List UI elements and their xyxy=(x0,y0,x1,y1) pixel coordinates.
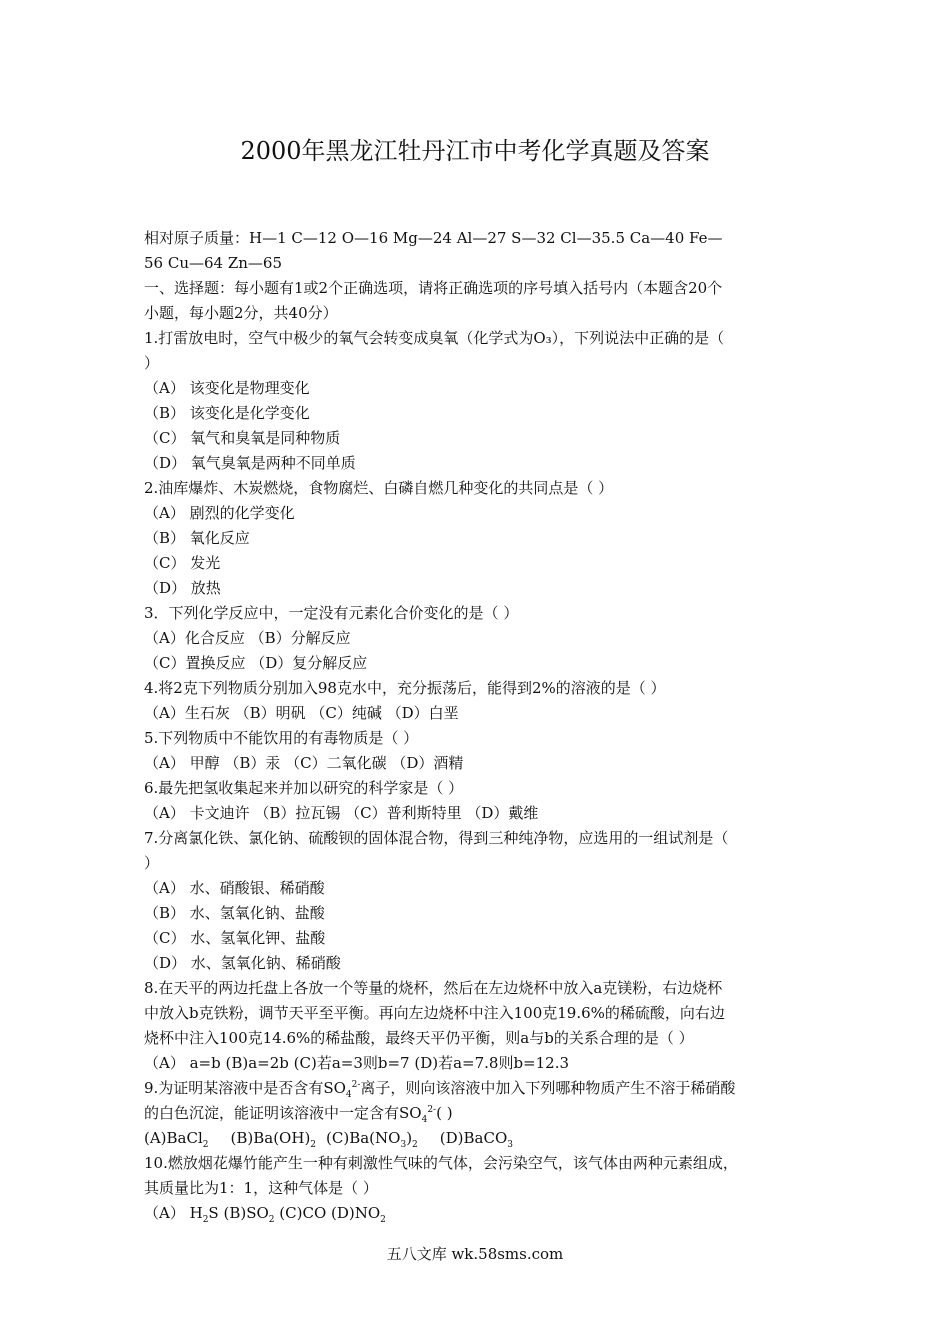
q4-stem: 4.将2克下列物质分别加入98克水中，充分振荡后，能得到2%的溶液的是（ ） xyxy=(144,679,666,697)
q1-option-a: （A） 该变化是物理变化 xyxy=(144,379,310,397)
q8-stem-3: 烧杯中注入100克14.6%的稀盐酸，最终天平仍平衡，则a与b的关系合理的是（ ） xyxy=(144,1029,694,1047)
q9-option-b: (B)Ba(OH) xyxy=(230,1129,311,1147)
q9-option-a-sub: 2 xyxy=(202,1140,209,1150)
q9-so4-subscript-2: 4 xyxy=(421,1115,428,1125)
q9-option-c-sub-2: 2 xyxy=(412,1140,418,1150)
q9-option-b-sub: 2 xyxy=(310,1140,317,1150)
q10-stem-1: 10.燃放烟花爆竹能产生一种有刺激性气味的气体，会污染空气，该气体由两种元素组成， xyxy=(144,1154,738,1172)
q8-stem-2: 中放入b克铁粉，调节天平至平衡。再向左边烧杯中注入100克19.6%的稀硫酸，向右边 xyxy=(144,1004,725,1022)
q8-options: （A） a=b (B)a=2b (C)若a=3则b=7 (D)若a=7.8则b=12.3 xyxy=(144,1054,570,1072)
q5-stem: 5.下列物质中不能饮用的有毒物质是（ ） xyxy=(144,729,419,747)
q1-option-b: （B） 该变化是化学变化 xyxy=(144,404,310,422)
atomic-mass-line-1: 相对原子质量：H—1 C—12 O—16 Mg—24 Al—27 S—32 Cl—35.5 Ca—40 Fe— xyxy=(144,229,723,247)
q2-stem: 2.油库爆炸、木炭燃烧，食物腐烂、白磷自燃几种变化的共同点是（ ） xyxy=(144,479,614,497)
atomic-mass-line-2: 56 Cu—64 Zn—65 xyxy=(144,254,283,272)
q2-option-d: （D） 放热 xyxy=(144,579,221,597)
exam-body xyxy=(144,226,810,1226)
q6-options: （A） 卡文迪许 （B）拉瓦锡 （C）普利斯特里 （D）戴维 xyxy=(144,804,539,822)
section-instructions-2: 小题，每小题2分，共40分） xyxy=(144,304,338,322)
q9-option-c-close: ) xyxy=(406,1129,413,1147)
q9-stem-1-text-b: 离子，则向该溶液中加入下列哪种物质产生不溶于稀硝酸 xyxy=(360,1079,736,1097)
q3-stem: 3．下列化学反应中，一定没有元素化合价变化的是（ ） xyxy=(144,604,519,622)
q1-option-d: （D） 氧气臭氧是两种不同单质 xyxy=(144,454,356,472)
q9-so4-subscript-1: 4 xyxy=(345,1090,352,1100)
q2-option-a: （A） 剧烈的化学变化 xyxy=(144,504,295,522)
q2-option-b: （B） 氧化反应 xyxy=(144,529,250,547)
q1-stem-1: 1.打雷放电时，空气中极少的氧气会转变成臭氧（化学式为O₃），下列说法中正确的是（ xyxy=(144,329,725,347)
q10-option-a: （A） H xyxy=(144,1204,203,1222)
q9-option-d-sub: 3 xyxy=(507,1140,513,1150)
q10-option-a-sub: 2 xyxy=(202,1215,209,1225)
page-footer: 五八文库 wk.58sms.com xyxy=(386,1245,564,1263)
q9-stem-2-text-a: 的白色沉淀，能证明该溶液中一定含有SO xyxy=(144,1104,422,1122)
q9-stem-2-text-b: ( ) xyxy=(436,1104,453,1122)
q7-option-a: （A） 水、硝酸银、稀硝酸 xyxy=(144,879,325,897)
q7-option-d: （D） 水、氢氧化钠、稀硝酸 xyxy=(144,954,341,972)
q9-stem-2 xyxy=(144,1101,810,1126)
q3-options-2: （C）置换反应 （D）复分解反应 xyxy=(144,654,368,672)
q9-so4-superscript-1: 2- xyxy=(351,1080,361,1090)
q10-option-b-sub: 2 xyxy=(268,1215,275,1225)
q2-option-c: （C） 发光 xyxy=(144,554,221,572)
q1-stem-2: ） xyxy=(144,354,160,372)
q7-stem-2: ） xyxy=(144,854,160,872)
q9-option-c-sub-1: 3 xyxy=(400,1140,407,1150)
q6-stem: 6.最先把氢收集起来并加以研究的科学家是（ ） xyxy=(144,779,464,797)
q9-options xyxy=(144,1126,810,1151)
q10-options-cd: (C)CO (D)NO xyxy=(274,1204,381,1222)
q10-stem-2: 其质量比为1：1，这种气体是（ ） xyxy=(144,1179,378,1197)
q10-option-d-sub: 2 xyxy=(380,1215,386,1225)
q9-option-d: (D)BaCO xyxy=(439,1129,508,1147)
q1-option-c: （C） 氧气和臭氧是同种物质 xyxy=(144,429,341,447)
q5-options: （A） 甲醇 （B）汞 （C）二氧化碳 （D）酒精 xyxy=(144,754,464,772)
q9-so4-superscript-2: 2- xyxy=(427,1105,437,1115)
page-title: 2000年黑龙江牡丹江市中考化学真题及答案 xyxy=(240,137,710,165)
q7-option-b: （B） 水、氢氧化钠、盐酸 xyxy=(144,904,325,922)
q9-option-a: (A)BaCl xyxy=(144,1129,203,1147)
q8-stem-1: 8.在天平的两边托盘上各放一个等量的烧杯，然后在左边烧杯中放入a克镁粉，右边烧杯 xyxy=(144,979,723,997)
q4-options: （A）生石灰 （B）明矾 （C）纯碱 （D）白垩 xyxy=(144,704,459,722)
q9-stem-1 xyxy=(144,1076,810,1101)
q7-option-c: （C） 水、氢氧化钾、盐酸 xyxy=(144,929,326,947)
q9-stem-1-text-a: 9.为证明某溶液中是否含有SO xyxy=(144,1079,346,1097)
q7-stem-1: 7.分离氯化铁、氯化钠、硫酸钡的固体混合物，得到三种纯净物，应选用的一组试剂是（ xyxy=(144,829,729,847)
q3-options-1: （A）化合反应 （B）分解反应 xyxy=(144,629,351,647)
section-instructions-1: 一、选择题：每小题有1或2个正确选项，请将正确选项的序号填入括号内（本题含20个 xyxy=(144,279,723,297)
q10-options xyxy=(144,1201,810,1226)
q10-option-b: S (B)SO xyxy=(208,1204,269,1222)
q9-option-c: (C)Ba(NO xyxy=(326,1129,401,1147)
